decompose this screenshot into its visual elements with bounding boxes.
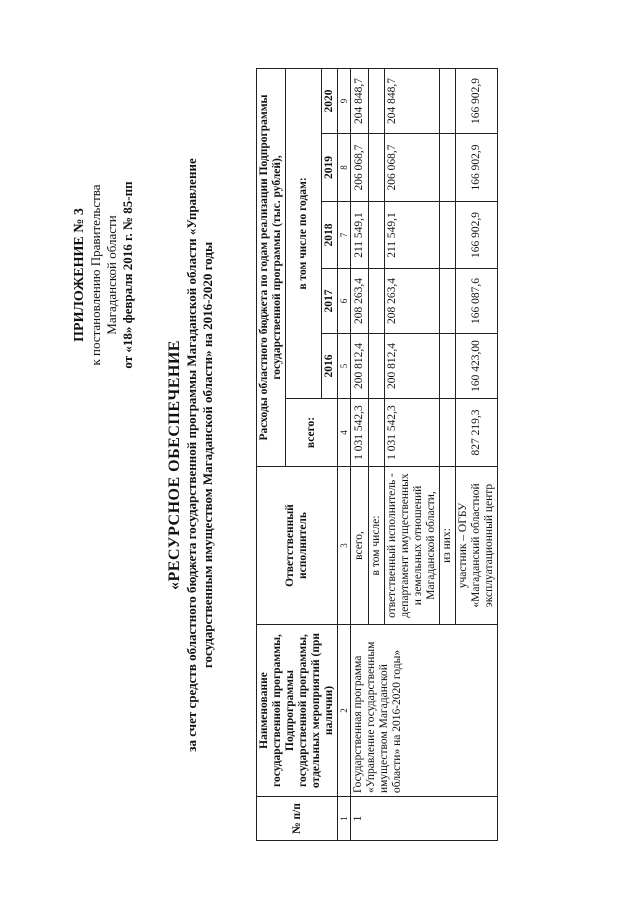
- value-2018: 166 902,9: [456, 202, 498, 269]
- appendix-title: ПРИЛОЖЕНИЕ № 3: [72, 208, 87, 342]
- value-2020: 166 902,9: [456, 68, 498, 133]
- document-subtitle-line-1: за счет средств областного бюджета государственной программы Магаданской области «Управление: [184, 158, 199, 752]
- value-2020: [369, 68, 385, 133]
- total-cell: 827 219,3: [456, 399, 498, 467]
- value-2017: [369, 269, 385, 334]
- value-2020: [440, 68, 456, 133]
- header-name: Наименование государственной программы, Подпрограммы государственной программы, отдельных мероприятий (при наличии): [257, 625, 338, 797]
- header-total: всего:: [286, 399, 338, 467]
- header-row-1: [257, 68, 286, 840]
- value-2016: 160 423,00: [456, 334, 498, 399]
- column-number: 4: [338, 399, 351, 467]
- appendix-block: [72, 110, 136, 440]
- value-2016: [369, 334, 385, 399]
- column-number: 8: [338, 134, 351, 202]
- column-number: 6: [338, 269, 351, 334]
- value-2019: [369, 134, 385, 202]
- value-2016: 200 812,4: [351, 334, 369, 399]
- resource-table: [256, 68, 498, 841]
- value-2017: 166 087,6: [456, 269, 498, 334]
- column-number: 9: [338, 68, 351, 133]
- executor-cell: ответственный исполнитель - департамент имущественных и земельных отношений Магаданской области,: [385, 467, 440, 625]
- appendix-line-4: от «18» февраля 2016 г. № 85-пп: [120, 181, 135, 369]
- document-subtitle: [184, 155, 216, 755]
- executor-cell: из них:: [440, 467, 456, 625]
- value-2016: 200 812,4: [385, 334, 440, 399]
- value-2019: 166 902,9: [456, 134, 498, 202]
- total-cell: 1 031 542,3: [385, 399, 440, 467]
- value-2017: [440, 269, 456, 334]
- total-cell: [440, 399, 456, 467]
- value-2017: 208 263,4: [351, 269, 369, 334]
- header-year-2016: 2016: [322, 334, 338, 399]
- header-year-2017: 2017: [322, 269, 338, 334]
- value-2020: 204 848,7: [385, 68, 440, 133]
- header-expenses: Расходы областного бюджета по годам реализации Подпрограммы государственной программы (тыс. рублей),: [257, 68, 286, 466]
- total-cell: 1 031 542,3: [351, 399, 369, 467]
- executor-cell: участник – ОГБУ «Магаданский областной эксплуатационный центр: [456, 467, 498, 625]
- value-2019: 206 068,7: [351, 134, 369, 202]
- appendix-line-3: Магаданской области: [104, 215, 119, 335]
- value-2018: 211 549,1: [385, 202, 440, 269]
- header-year-2018: 2018: [322, 202, 338, 269]
- header-num: № п/п: [257, 797, 338, 841]
- header-year-2019: 2019: [322, 134, 338, 202]
- header-year-2020: 2020: [322, 68, 338, 133]
- value-2017: 208 263,4: [385, 269, 440, 334]
- value-2019: [440, 134, 456, 202]
- table-row: [351, 68, 369, 840]
- column-number-row: [338, 68, 351, 840]
- column-number: 7: [338, 202, 351, 269]
- column-number: 2: [338, 625, 351, 797]
- header-executor: Ответственный исполнитель: [257, 467, 338, 625]
- header-incl-years: в том числе по годам:: [286, 68, 322, 398]
- total-cell: [369, 399, 385, 467]
- appendix-line-2: к постановлению Правительства: [88, 184, 103, 366]
- column-number: 1: [338, 797, 351, 841]
- program-name: Государственная программа «Управление государственным имуществом Магаданской области» на 2016-2020 годы»: [351, 625, 498, 797]
- row-number: 1: [351, 797, 498, 841]
- executor-cell: в том числе:: [369, 467, 385, 625]
- column-number: 3: [338, 467, 351, 625]
- value-2018: [369, 202, 385, 269]
- document-subtitle-line-2: государственным имуществом Магаданской области» на 2016-2020 годы: [200, 241, 215, 669]
- executor-cell: всего,: [351, 467, 369, 625]
- value-2020: 204 848,7: [351, 68, 369, 133]
- value-2018: 211 549,1: [351, 202, 369, 269]
- value-2018: [440, 202, 456, 269]
- column-number: 5: [338, 334, 351, 399]
- value-2019: 206 068,7: [385, 134, 440, 202]
- value-2016: [440, 334, 456, 399]
- document-title: «РЕСУРСНОЕ ОБЕСПЕЧЕНИЕ: [166, 340, 183, 590]
